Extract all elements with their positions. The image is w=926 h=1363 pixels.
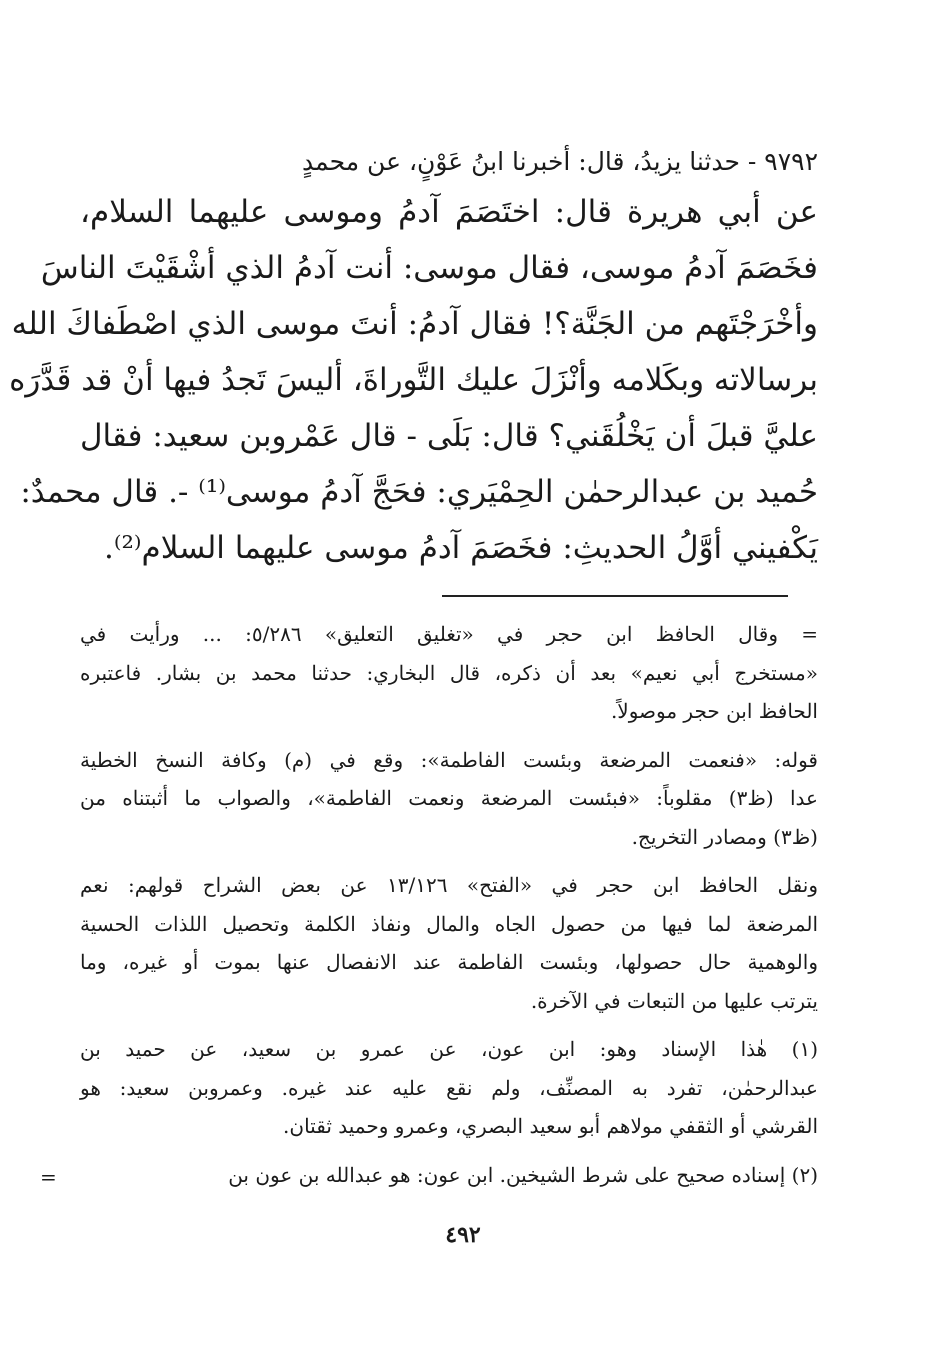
hadith-line: عن أبي هريرة قال: اختَصَمَ آدمُ وموسى عليهما السلام، — [80, 194, 818, 230]
hadith-text — [9, 140, 818, 576]
hadith-line: وأخْرَجْتَهم من الجَنَّة؟! فقال آدمُ: أنتَ موسى الذي اصْطَفاكَ الله — [11, 306, 818, 342]
hadith-line: ٩٧٩٢ - حدثنا يزيدُ، قال: أخبرنا ابنُ عَوْنٍ، عن محمدٍ — [302, 147, 818, 176]
footnote-paragraph — [80, 615, 818, 731]
footnote-line: قوله: «فنعمت المرضعة وبئست الفاطمة»: وقع في (م) وكافة النسخ الخطية — [80, 747, 818, 772]
footnote-line: ونقل الحافظ ابن حجر في «الفتح» ١٣/١٢٦ عن بعض الشراح قولهم: نعم — [80, 873, 818, 897]
footnote-paragraph — [80, 1030, 818, 1146]
continuation-mark: = — [40, 1165, 57, 1189]
hadith-line: يَكْفيني أوَّلُ الحديثِ: فخَصَمَ آدمُ موسى عليهما السلام⁽²⁾. — [104, 530, 818, 566]
footnote-line: = وقال الحافظ ابن حجر في «تغليق التعليق» ٥/٢٨٦: ... ورأيت في — [80, 622, 818, 646]
footnote-divider — [442, 595, 788, 597]
footnote-line: المرضعة لما فيها من حصول الجاه والمال ونفاذ الكلمة وتحصيل اللذات الحسية — [80, 911, 818, 936]
footnote-line: (ظ٣) ومصادر التخريج. — [631, 824, 818, 849]
hadith-line: عليَّ قبلَ أن يَخْلُقَني؟ قال: بَلَى - قال عَمْروبن سعيد: فقال — [80, 418, 818, 454]
hadith-line: حُميد بن عبدالرحمٰن الحِمْيَري: فحَجَّ آدمُ موسى⁽¹⁾ -. قال محمدٌ: — [20, 474, 818, 510]
footnote-paragraph — [80, 1156, 818, 1195]
footnote-line: «مستخرج أبي نعيم» بعد أن ذكره، قال البخاري: حدثنا محمد بن بشار. فاعتبره — [80, 660, 818, 685]
hadith-line: فخَصَمَ آدمُ موسى، فقال موسى: أنت آدمُ الذي أشْقَيْتَ الناسَ — [40, 250, 818, 286]
page-number: ٤٩٢ — [445, 1222, 481, 1248]
hadith-line: برسالاته وبكَلامه وأنْزَلَ عليك التَّوراةَ، أليسَ تَجدُ فيها أنْ قد قَدَّرَه — [9, 362, 818, 398]
footnotes — [80, 615, 818, 1204]
footnote-line: القرشي أو الثقفي مولاهم أبو سعيد البصري، وعمرو وحميد ثقتان. — [283, 1114, 818, 1138]
footnote-line: (٢) إسناده صحيح على شرط الشيخين. ابن عون: هو عبدالله بن عون بن — [228, 1162, 818, 1187]
footnote-line: الحافظ ابن حجر موصولاً. — [610, 699, 818, 723]
footnote-line: والوهمية حال حصولها، وبئست الفاطمة عند الانفصال عنها بموت أو غيره، وما — [80, 950, 818, 974]
footnote-paragraph — [80, 741, 818, 857]
footnote-paragraph — [80, 866, 818, 1020]
footnote-line: يترتب عليها من التبعات في الآخرة. — [530, 988, 818, 1013]
footnote-line: (١) هٰذا الإسناد وهو: ابن عون، عن عمرو بن سعيد، عن حميد بن — [80, 1037, 818, 1061]
footnote-line: عدا (ظ٣) مقلوباً: «فبئست المرضعة ونعمت الفاطمة»، والصواب ما أثبتناه من — [80, 786, 818, 810]
footnote-line: عبدالرحمٰن، تفرد به المصنِّف، ولم نقع عليه عند غيره. وعمروبن سعيد: هو — [80, 1075, 818, 1100]
